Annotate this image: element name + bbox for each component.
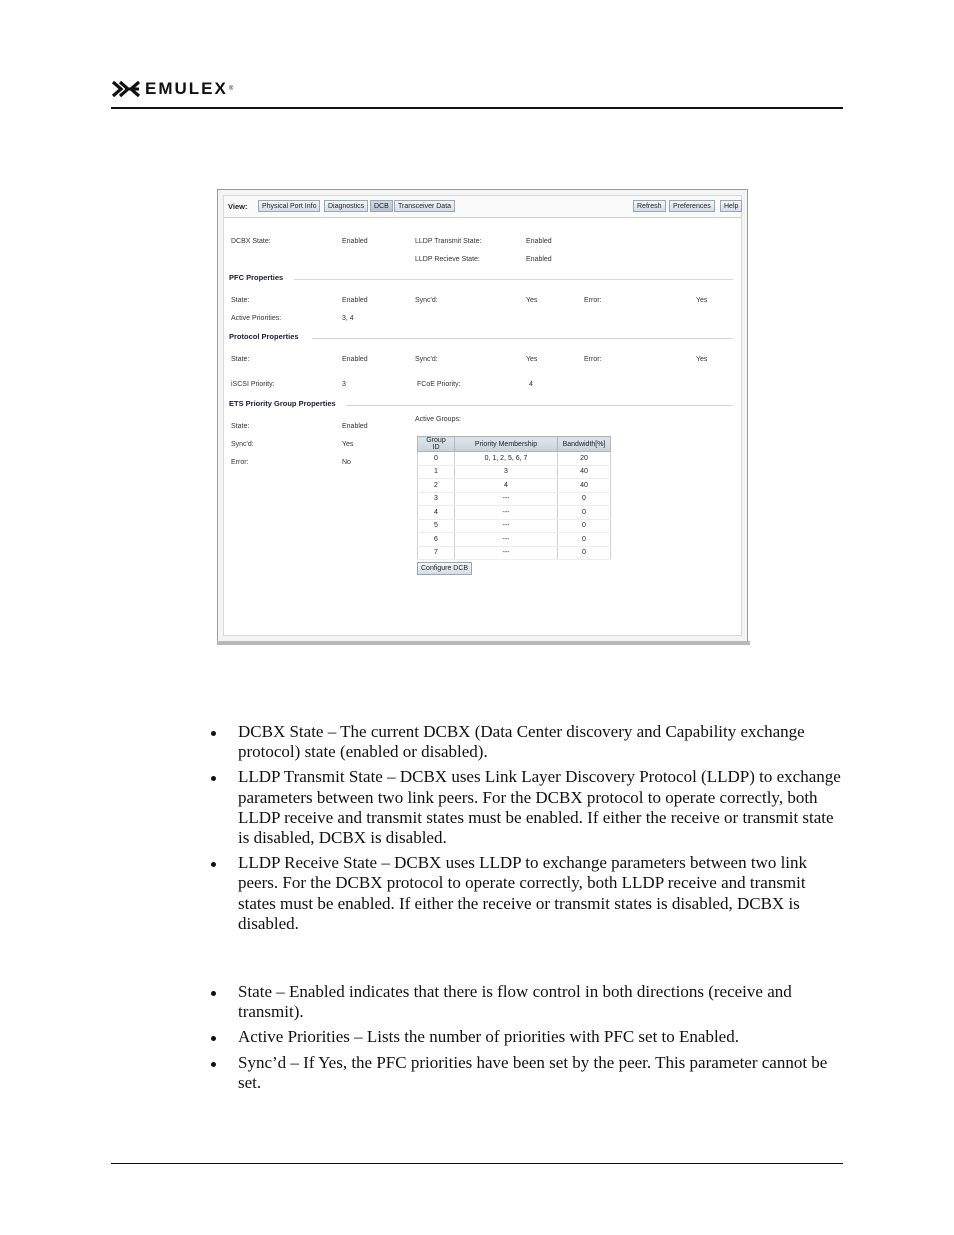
priority-membership-cell: 4 bbox=[455, 479, 558, 493]
protocol-syncd-label: Sync'd: bbox=[415, 356, 438, 363]
list-item-text: State – Enabled indicates that there is flow control in both directions (receive and transmit). bbox=[238, 982, 792, 1022]
ets-syncd-label: Sync'd: bbox=[231, 441, 254, 448]
tab-transceiver-data[interactable]: Transceiver Data bbox=[394, 200, 455, 212]
bandwidth-cell: 0 bbox=[558, 546, 611, 560]
bandwidth-cell: 0 bbox=[558, 533, 611, 547]
ets-state-value: Enabled bbox=[342, 423, 368, 430]
pfc-state-label: State: bbox=[231, 297, 250, 304]
pfc-error-label: Error: bbox=[584, 297, 602, 304]
protocol-error-value: Yes bbox=[696, 356, 708, 363]
list-item bbox=[211, 1027, 843, 1047]
ets-error-label: Error: bbox=[231, 459, 249, 466]
table-row[interactable] bbox=[418, 479, 611, 493]
table-row[interactable] bbox=[418, 519, 611, 533]
view-toolbar bbox=[224, 196, 741, 218]
bandwidth-cell: 40 bbox=[558, 479, 611, 493]
help-button[interactable]: Help bbox=[720, 200, 742, 212]
tab-diagnostics[interactable]: Diagnostics bbox=[324, 200, 368, 212]
bullet-icon bbox=[211, 1062, 216, 1067]
table-row[interactable] bbox=[418, 533, 611, 547]
column-header-group-id[interactable]: Group ID bbox=[418, 437, 455, 452]
tab-physical-port-info[interactable]: Physical Port Info bbox=[258, 200, 320, 212]
footer-divider bbox=[111, 1163, 843, 1164]
group-id-cell: 6 bbox=[418, 533, 455, 547]
screenshot-bottom-edge bbox=[217, 641, 750, 645]
table-header-row bbox=[418, 437, 611, 452]
group-id-cell: 7 bbox=[418, 546, 455, 560]
bandwidth-cell: 0 bbox=[558, 519, 611, 533]
pfc-syncd-label: Sync'd: bbox=[415, 297, 438, 304]
protocol-state-value: Enabled bbox=[342, 356, 368, 363]
bullet-icon bbox=[211, 776, 216, 781]
ets-section-divider bbox=[346, 405, 733, 406]
list-item bbox=[211, 1053, 843, 1093]
bullet-icon bbox=[211, 991, 216, 996]
group-id-cell: 5 bbox=[418, 519, 455, 533]
ets-state-label: State: bbox=[231, 423, 250, 430]
priority-membership-cell: --- bbox=[455, 492, 558, 506]
group-id-cell: 4 bbox=[418, 506, 455, 520]
pfc-syncd-value: Yes bbox=[526, 297, 538, 304]
fcoe-priority-label: FCoE Priority: bbox=[417, 381, 461, 388]
active-groups-table bbox=[417, 436, 611, 560]
pfc-section-title: PFC Properties bbox=[229, 273, 284, 282]
bandwidth-cell: 0 bbox=[558, 506, 611, 520]
group-id-cell: 2 bbox=[418, 479, 455, 493]
lldp-transmit-label: LLDP Transmit State: bbox=[415, 238, 482, 245]
dcb-panel bbox=[223, 195, 742, 636]
priority-membership-cell: --- bbox=[455, 533, 558, 547]
bandwidth-cell: 0 bbox=[558, 492, 611, 506]
list-item-text: Active Priorities – Lists the number of priorities with PFC set to Enabled. bbox=[238, 1027, 739, 1047]
list-item bbox=[211, 767, 843, 848]
list-item-text: LLDP Transmit State – DCBX uses Link Layer Discovery Protocol (LLDP) to exchange parameters between two link peers. For the DCBX protocol to operate correctly, both LLDP receive and transmit states must be enabled. If either the receive or transmit state is disabled, DCBX is disabled. bbox=[238, 767, 841, 848]
protocol-syncd-value: Yes bbox=[526, 356, 538, 363]
emulex-logo-icon bbox=[111, 80, 141, 98]
priority-membership-cell: --- bbox=[455, 506, 558, 520]
priority-membership-cell: 0, 1, 2, 5, 6, 7 bbox=[455, 452, 558, 466]
iscsi-priority-label: iSCSI Priority: bbox=[231, 381, 275, 388]
priority-membership-cell: 3 bbox=[455, 465, 558, 479]
brand-name: EMULEX bbox=[145, 79, 228, 98]
bullet-icon bbox=[211, 862, 216, 867]
list-item bbox=[211, 853, 843, 934]
active-groups-label: Active Groups: bbox=[415, 416, 461, 423]
view-label: View: bbox=[228, 202, 248, 211]
group-id-cell: 1 bbox=[418, 465, 455, 479]
protocol-state-label: State: bbox=[231, 356, 250, 363]
lldp-receive-label: LLDP Recieve State: bbox=[415, 256, 480, 263]
pfc-active-priorities-value: 3, 4 bbox=[342, 315, 354, 322]
pfc-section-divider bbox=[294, 279, 733, 280]
bullet-icon bbox=[211, 1036, 216, 1041]
dcbx-state-value: Enabled bbox=[342, 238, 368, 245]
dcbx-bullet-list bbox=[211, 722, 843, 939]
pfc-error-value: Yes bbox=[696, 297, 708, 304]
list-item-text: DCBX State – The current DCBX (Data Center discovery and Capability exchange protocol) state (enabled or disabled). bbox=[238, 722, 805, 762]
ets-syncd-value: Yes bbox=[342, 441, 354, 448]
table-row[interactable] bbox=[418, 492, 611, 506]
refresh-button[interactable]: Refresh bbox=[633, 200, 666, 212]
dcb-screenshot bbox=[217, 189, 748, 644]
emulex-logo bbox=[111, 79, 233, 99]
bandwidth-cell: 40 bbox=[558, 465, 611, 479]
fcoe-priority-value: 4 bbox=[529, 381, 533, 388]
preferences-button[interactable]: Preferences bbox=[669, 200, 715, 212]
table-row[interactable] bbox=[418, 452, 611, 466]
pfc-state-value: Enabled bbox=[342, 297, 368, 304]
list-item bbox=[211, 722, 843, 762]
column-header-priority-membership[interactable]: Priority Membership bbox=[455, 437, 558, 452]
group-id-cell: 0 bbox=[418, 452, 455, 466]
protocol-section-divider bbox=[312, 338, 733, 339]
protocol-section-title: Protocol Properties bbox=[229, 332, 299, 341]
lldp-transmit-value: Enabled bbox=[526, 238, 552, 245]
ets-error-value: No bbox=[342, 459, 351, 466]
pfc-bullet-list bbox=[211, 982, 843, 1098]
bandwidth-cell: 20 bbox=[558, 452, 611, 466]
table-row[interactable] bbox=[418, 546, 611, 560]
column-header-bandwidth[interactable]: Bandwidth[%] bbox=[558, 437, 611, 452]
bullet-icon bbox=[211, 731, 216, 736]
table-row[interactable] bbox=[418, 465, 611, 479]
table-row[interactable] bbox=[418, 506, 611, 520]
trademark-symbol: ® bbox=[228, 86, 234, 92]
group-id-cell: 3 bbox=[418, 492, 455, 506]
priority-membership-cell: --- bbox=[455, 519, 558, 533]
configure-dcb-button[interactable]: Configure DCB bbox=[417, 562, 472, 575]
list-item-text: Sync’d – If Yes, the PFC priorities have been set by the peer. This parameter cannot be set. bbox=[238, 1052, 828, 1092]
list-item-text: LLDP Receive State – DCBX uses LLDP to exchange parameters between two link peers. For the DCBX protocol to operate correctly, both LLDP receive and transmit states must be enabled. If either the receive or transmit states is disabled, DCBX is disabled. bbox=[238, 853, 808, 933]
ets-section-title: ETS Priority Group Properties bbox=[229, 399, 336, 408]
dcbx-state-label: DCBX State: bbox=[231, 238, 271, 245]
pfc-active-priorities-label: Active Priorities: bbox=[231, 315, 282, 322]
tab-dcb[interactable]: DCB bbox=[370, 200, 393, 212]
protocol-error-label: Error: bbox=[584, 356, 602, 363]
list-item bbox=[211, 982, 843, 1022]
iscsi-priority-value: 3 bbox=[342, 381, 346, 388]
priority-membership-cell: --- bbox=[455, 546, 558, 560]
header-divider bbox=[111, 107, 843, 109]
lldp-receive-value: Enabled bbox=[526, 256, 552, 263]
